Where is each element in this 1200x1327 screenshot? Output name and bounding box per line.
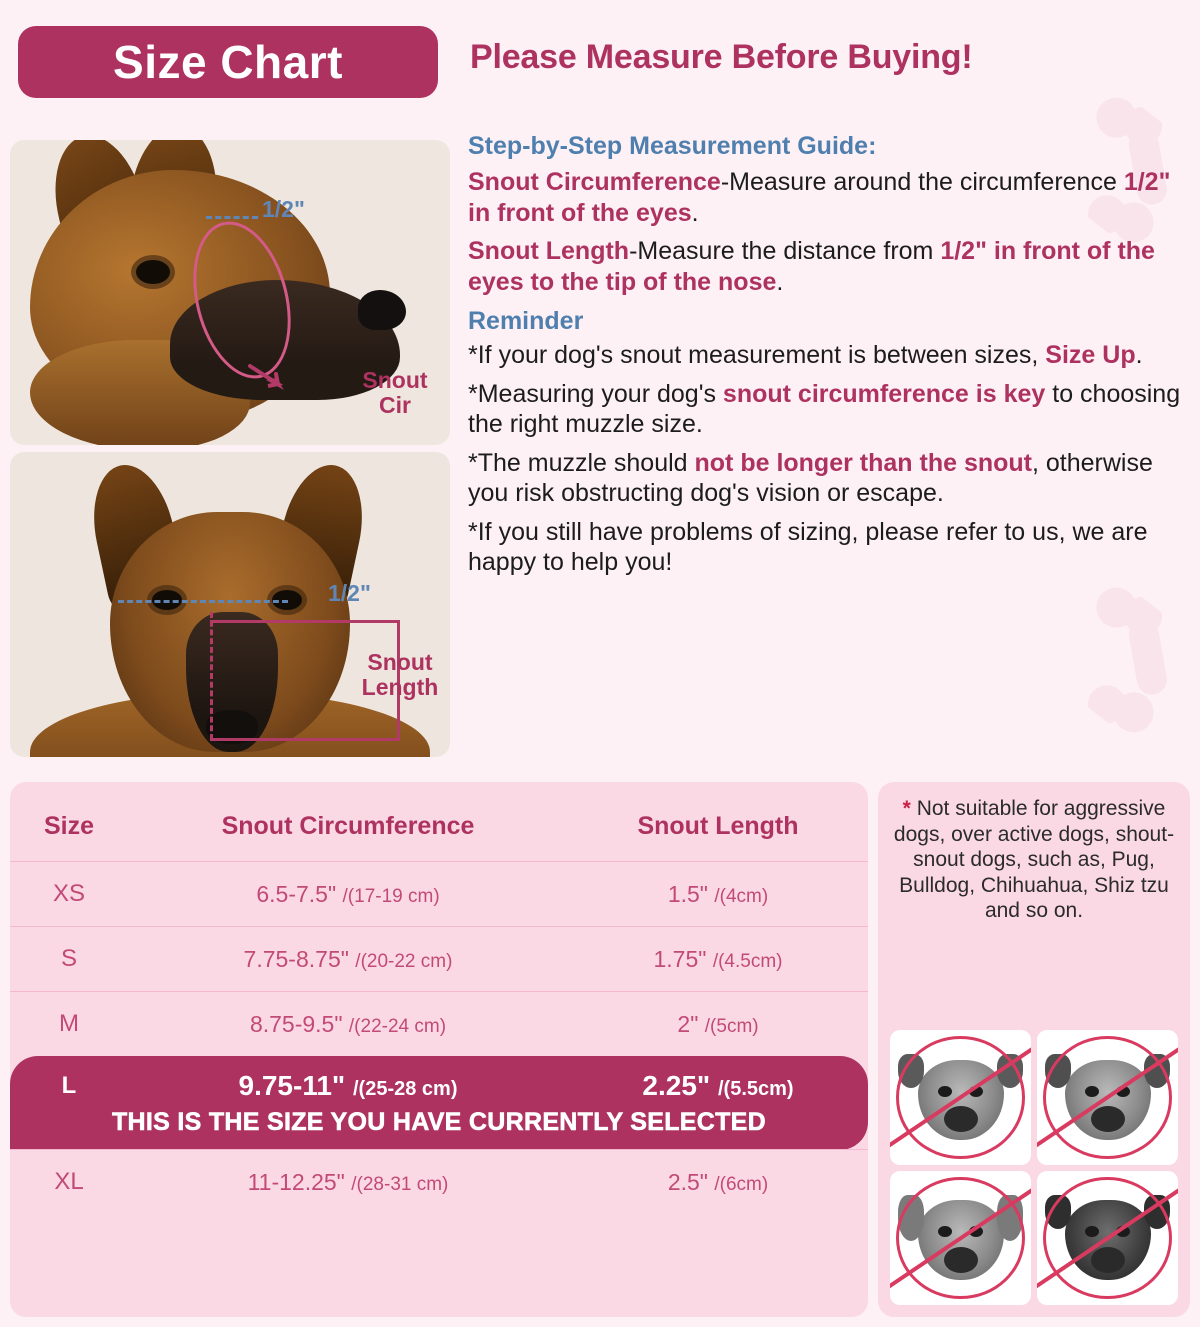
row-len-in: 2.5" [667,1168,708,1195]
guide-circumference-text-c: . [691,198,699,227]
row-len-in: 1.5" [667,880,708,907]
row-len-in: 1.75" [653,945,707,972]
row-circ-cm: /(17-19 cm) [342,885,440,907]
row-len-in: 2.25" [642,1070,711,1101]
breed-bulldog [1037,1030,1178,1165]
snout-length-top-line [210,620,400,623]
reminder-1-a: *If your dog's snout measurement is between sizes, [468,341,1046,369]
guide-length-title: Snout Length [468,237,630,265]
dog-front-illustration [10,452,450,757]
bone-decoration-icon-2 [1037,573,1200,748]
snout-length-bottom-line [210,738,400,741]
size-chart-badge: Size Chart [18,26,438,98]
snout-length-dash [210,612,213,740]
row-length [568,992,868,1057]
warning-body: Not suitable for aggressive dogs, over active dogs, shout-snout dogs, such as, Pug, Bulldog, Chihuahua, Shiz tzu and so on. [893,797,1175,923]
dog-front-photo [10,452,450,757]
not-suitable-warning-card [878,782,1190,1317]
row-circumference [128,862,568,927]
breed-shih-tzu [890,1171,1031,1306]
reminder-3-a: *The muzzle should [468,448,695,477]
guide-circumference-title: Snout Circumference [468,168,721,196]
row-circumference [128,927,568,992]
row-len-cm: /(5.5cm) [717,1078,794,1100]
warning-star: * [902,797,911,820]
header [0,0,1200,120]
size-table [10,790,868,1214]
col-snout-circumference: Snout Circumference [221,812,475,840]
row-circ-cm: /(28-31 cm) [351,1173,449,1195]
size-table-card [10,782,868,1317]
half-inch-label-bottom: 1/2" [328,580,371,606]
row-circ-cm: /(25-28 cm) [352,1078,458,1100]
row-len-cm: /(5cm) [704,1015,759,1037]
guide-length-text-c: . [776,267,784,296]
row-circumference [128,1056,568,1108]
row-circ-in: 11-12.25" [247,1168,345,1195]
row-length [568,1150,868,1215]
snout-length-caption: Snout Length [361,649,439,700]
half-inch-leader-line [206,216,258,219]
row-circ-in: 9.75-11" [238,1070,346,1101]
reminder-2-c: to choosing the right muzzle size. [468,379,1181,438]
row-len-cm: /(6cm) [714,1173,769,1195]
reminder-item-2 [468,379,1190,440]
reminder-4-a: *If you still have problems of sizing, please refer to us, we are happy to help you! [468,517,1148,576]
selected-size-banner-row [10,1108,868,1150]
table-row[interactable] [10,862,868,927]
measurement-guide [468,132,1190,586]
row-circ-cm: /(20-22 cm) [355,950,453,972]
row-len-in: 2" [677,1010,699,1037]
row-circ-in: 6.5-7.5" [256,880,337,907]
col-snout-length: Snout Length [637,812,799,840]
reminder-2-a: *Measuring your dog's [468,379,723,408]
eye-line-dash [118,600,288,603]
row-length [568,862,868,927]
guide-length [468,236,1190,297]
row-length [568,927,868,992]
reminder-item-4 [468,517,1190,578]
row-size: XL [10,1150,128,1215]
col-size: Size [43,812,95,840]
row-len-cm: /(4.5cm) [712,950,783,972]
selected-size-banner: THIS IS THE SIZE YOU HAVE CURRENTLY SELECTED [10,1108,868,1150]
row-size: L [10,1056,128,1108]
row-circ-in: 8.75-9.5" [249,1010,343,1037]
table-header-row [10,790,868,862]
reminder-item-1 [468,340,1190,371]
breed-pug [890,1030,1031,1165]
row-size: S [10,927,128,992]
snout-cir-caption: Snout Cir [362,367,428,418]
table-row[interactable] [10,992,868,1057]
row-circumference [128,1150,568,1215]
guide-circumference-text-b: 1/2" in front of the eyes [468,168,1171,227]
table-row-selected[interactable] [10,1056,868,1108]
reminder-1-b: Size Up [1045,341,1136,369]
row-circ-in: 7.75-8.75" [243,945,349,972]
reminder-2-b: snout circumference is key [722,379,1046,408]
unsuitable-breeds-grid [890,1030,1178,1305]
row-length [568,1056,868,1108]
guide-length-text-a: -Measure the distance from [629,237,941,265]
warning-text [890,796,1178,924]
arrow-icon [248,362,288,396]
row-size: XS [10,862,128,927]
reminder-heading: Reminder [468,307,584,335]
dog-profile-photo [10,140,450,445]
reminder-1-c: . [1135,341,1143,369]
reminder-item-3 [468,448,1190,509]
reminder-3-c: , otherwise you risk obstructing dog's vision or escape. [468,448,1153,507]
row-len-cm: /(4cm) [714,885,769,907]
row-circ-cm: /(22-24 cm) [348,1015,447,1037]
guide-length-text-b: 1/2" in front of the eyes to the tip of the nose [468,237,1155,296]
row-circumference [128,992,568,1057]
half-inch-label-top: 1/2" [262,196,305,222]
guide-circumference-text-a: -Measure around the circumference [720,168,1124,196]
breed-french-bulldog [1037,1171,1178,1306]
row-size: M [10,992,128,1057]
guide-heading: Step-by-Step Measurement Guide: [468,132,877,160]
guide-circumference [468,167,1190,228]
reminder-3-b: not be longer than the snout [694,448,1032,477]
page-title: Please Measure Before Buying! [470,38,973,76]
table-row[interactable] [10,1150,868,1215]
table-row[interactable] [10,927,868,992]
